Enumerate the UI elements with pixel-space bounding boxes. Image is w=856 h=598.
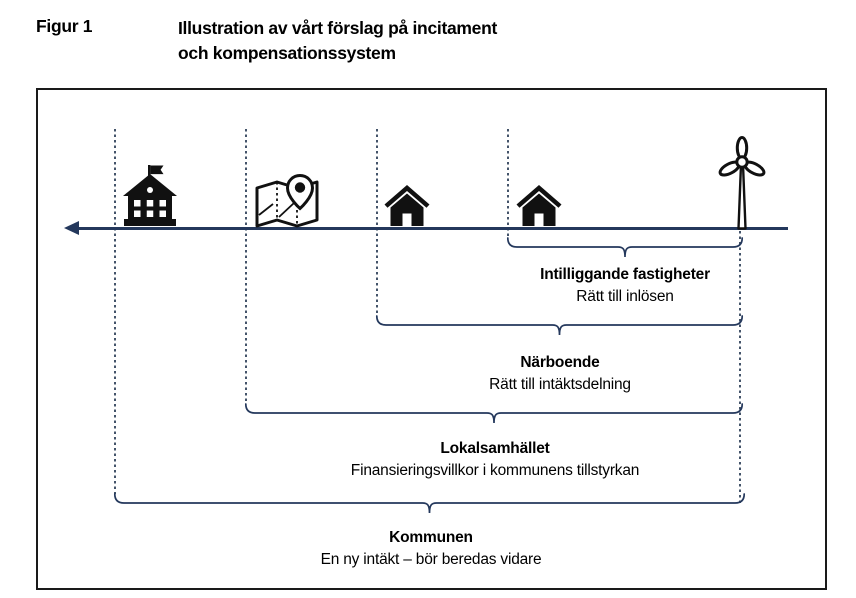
- zone-label-narboende: [489, 352, 631, 396]
- house-icon: [516, 185, 562, 227]
- zone-bracket-lokalsamhallet: [245, 404, 743, 424]
- house-icon: [384, 185, 430, 227]
- distance-boundary-line-lokalsamhallet: [245, 129, 247, 404]
- zone-label-kommunen: [321, 527, 542, 571]
- zone-label-intilliggande: [540, 264, 710, 308]
- zone-name: Kommunen: [389, 529, 473, 546]
- zone-name: Lokalsamhället: [440, 440, 550, 457]
- distance-boundary-line-kommunen: [114, 129, 116, 494]
- zone-name: Intilliggande fastigheter: [540, 266, 710, 283]
- zone-bracket-narboende: [376, 316, 743, 336]
- map-location-icon: [254, 174, 320, 228]
- zone-description: Rätt till intäktsdelning: [489, 376, 631, 393]
- zone-bracket-intilliggande: [507, 238, 743, 258]
- distance-boundary-line-narboende: [376, 129, 378, 316]
- figure-title-line2: och kompensationssystem: [178, 43, 396, 63]
- zone-name: Närboende: [520, 354, 600, 371]
- zone-bracket-kommunen: [114, 494, 745, 514]
- wind-turbine-icon: [704, 135, 780, 231]
- zone-description: Finansieringsvillkor i kommunens tillstyrkan: [350, 462, 640, 479]
- figure-number-label: Figur 1: [36, 16, 93, 36]
- arrow-left-icon: [64, 221, 79, 235]
- figure-frame: [36, 88, 827, 590]
- distance-axis-line: [78, 227, 788, 230]
- distance-boundary-line-turbine: [739, 231, 741, 504]
- distance-boundary-line-intilliggande: [507, 129, 509, 238]
- zone-description: Rätt till inlösen: [576, 288, 674, 305]
- zone-description: En ny intäkt – bör beredas vidare: [320, 551, 542, 568]
- school-building-icon: [122, 165, 178, 227]
- figure-title-line1: Illustration av vårt förslag på incitament: [178, 18, 498, 38]
- figure-title: [178, 16, 497, 66]
- zone-label-lokalsamhallet: [351, 438, 639, 482]
